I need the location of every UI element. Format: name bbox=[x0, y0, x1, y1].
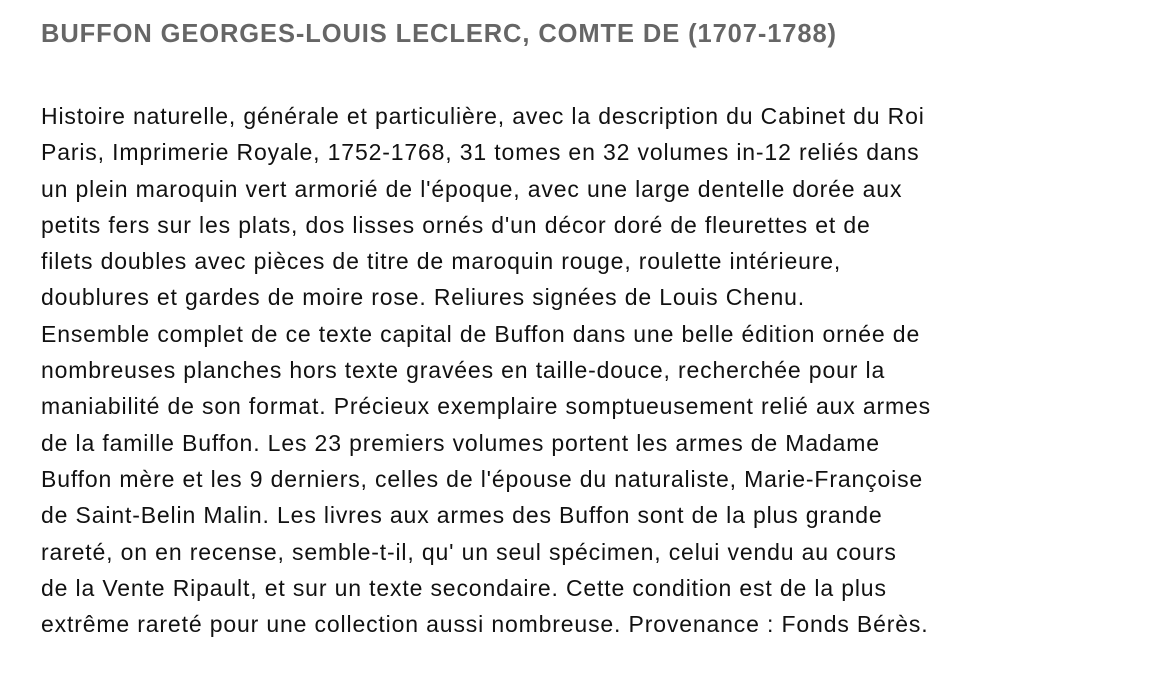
description-line: filets doubles avec pièces de titre de maroquin rouge, roulette intérieure, bbox=[41, 248, 842, 275]
lot-title: BUFFON GEORGES-LOUIS LECLERC, COMTE DE (1707-1788) bbox=[41, 20, 837, 48]
description-line: doublures et gardes de moire rose. Reliures signées de Louis Chenu. bbox=[41, 284, 805, 311]
description-line: de Saint-Belin Malin. Les livres aux armes des Buffon sont de la plus grande bbox=[41, 502, 883, 529]
description-line: rareté, on en recense, semble-t-il, qu' un seul spécimen, celui vendu au cours bbox=[41, 538, 897, 565]
description-line: Histoire naturelle, générale et particulière, avec la description du Cabinet du Roi bbox=[41, 103, 925, 129]
description-line: petits fers sur les plats, dos lisses ornés d'un décor doré de fleurettes et de bbox=[41, 211, 871, 238]
description-line: Ensemble complet de ce texte capital de Buffon dans une belle édition ornée de bbox=[41, 320, 921, 347]
lot-description bbox=[41, 98, 1151, 642]
description-line: nombreuses planches hors texte gravées en taille-douce, recherchée pour la bbox=[41, 357, 886, 384]
description-line: Paris, Imprimerie Royale, 1752-1768, 31 tomes en 32 volumes in-12 reliés dans bbox=[41, 139, 920, 166]
description-line: Buffon mère et les 9 derniers, celles de l'épouse du naturaliste, Marie-Françoise bbox=[41, 465, 924, 492]
lot-entry bbox=[41, 14, 1151, 642]
description-line: de la famille Buffon. Les 23 premiers volumes portent les armes de Madame bbox=[41, 429, 880, 456]
description-line: un plein maroquin vert armorié de l'époque, avec une large dentelle dorée aux bbox=[41, 175, 903, 202]
description-line: maniabilité de son format. Précieux exemplaire somptueusement relié aux armes bbox=[41, 393, 932, 420]
description-line: de la Vente Ripault, et sur un texte secondaire. Cette condition est de la plus bbox=[41, 574, 887, 601]
description-line: extrême rareté pour une collection aussi nombreuse. Provenance : Fonds Bérès. bbox=[41, 611, 929, 638]
